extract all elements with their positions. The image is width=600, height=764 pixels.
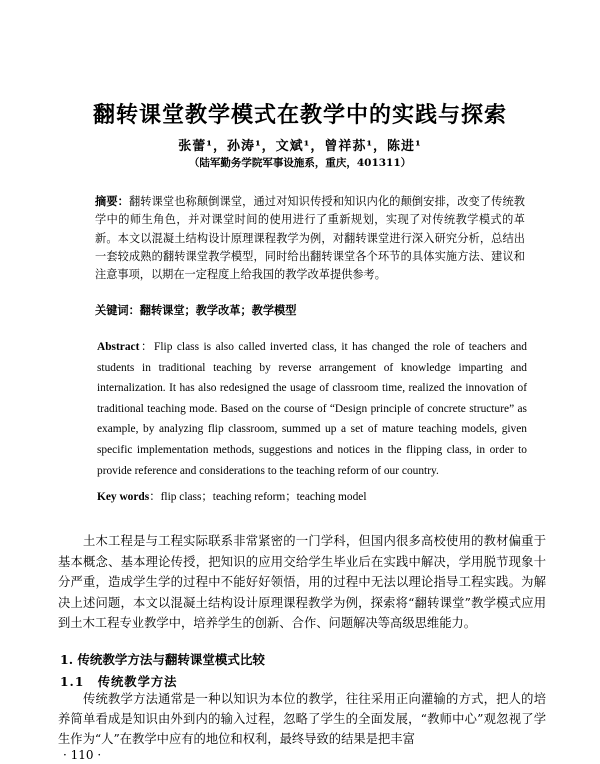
body-paragraph-intro: 土木工程是与工程实际联系非常紧密的一门学科，但国内很多高校使用的教材偏重于基本概念、基本理论传授，把知识的应用交给学生毕业后在实践中解决，学用脱节现象十分严重，造成学生学的过程中不能好好领悟，用的过程中无法以理论指导工程实践。为解决上述问题，本文以混凝土结构设计原理课程教学为例，探索将“翻转课堂”教学模式应用到土木工程专业教学中，培养学生的创新、合作、问题解决等高级思维能力。 bbox=[58, 534, 546, 631]
chinese-keywords bbox=[95, 302, 525, 318]
paper-title: 翻转课堂教学模式在教学中的实践与探索 bbox=[92, 103, 507, 128]
section-heading-1: 1. 传统教学方法与翻转课堂模式比较 bbox=[60, 652, 265, 667]
english-keywords-label: Key words bbox=[97, 491, 150, 503]
chinese-abstract-text: 翻转课堂也称颠倒课堂，通过对知识传授和知识内化的颠倒安排，改变了传统教学中的师生角色，并对课堂时间的使用进行了重新规划，实现了对传统教学模式的革新。本文以混凝土结构设计原理课程教学为例，对翻转课堂进行深入研究分析，总结出一套较成熟的翻转课堂教学模型，同时给出翻转课堂各个环节的具体实施方法、建议和注意事项，以期在一定程度上给我国的教学改革提供参考。 bbox=[95, 195, 525, 282]
english-abstract-label: Abstract bbox=[97, 341, 140, 353]
author-affiliation: （陆军勤务学院军事设施系，重庆，401311） bbox=[188, 157, 412, 169]
chinese-keywords-text: 翻转课堂；教学改革；教学模型 bbox=[139, 303, 297, 317]
chinese-keywords-label: 关键词： bbox=[95, 303, 140, 317]
body-paragraph-traditional: 传统教学方法通常是一种以知识为本位的教学，往往采用正向灌输的方式，把人的培养简单看成是知识由外到内的输入过程，忽略了学生的全面发展，“教师中心”观忽视了学生作为“人”在教学中应有的地位和权利，最终导致的结果是把丰富 bbox=[58, 692, 546, 746]
chinese-abstract bbox=[95, 192, 525, 284]
english-keywords-text: ：flip class；teaching reform；teaching model bbox=[149, 491, 367, 503]
english-abstract bbox=[97, 337, 527, 481]
english-keywords bbox=[97, 488, 527, 504]
page-number: · 110 · bbox=[63, 748, 102, 762]
subsection-heading-1-1: 1.1 传统教学方法 bbox=[60, 674, 178, 689]
chinese-abstract-label: 摘要： bbox=[95, 194, 129, 208]
author-list: 张蕾¹，孙涛¹，文斌¹，曾祥荪¹，陈进¹ bbox=[178, 139, 422, 154]
english-abstract-text: ：Flip class is also called inverted class, it has changed the role of teachers and students in traditional teaching by reverse arrangement of knowledge imparting and internalization. It has also redesigned the usage of classroom time, realized the innovation of traditional teaching mode. Based on the course of “Design principle of concrete structure” as example, by analyzing flip classroom, summed up a set of mature teaching models, given specific implementation methods, suggestions and notices in the flipping class, in order to provide reference and considerations to the teaching reform of our country. bbox=[97, 341, 527, 477]
